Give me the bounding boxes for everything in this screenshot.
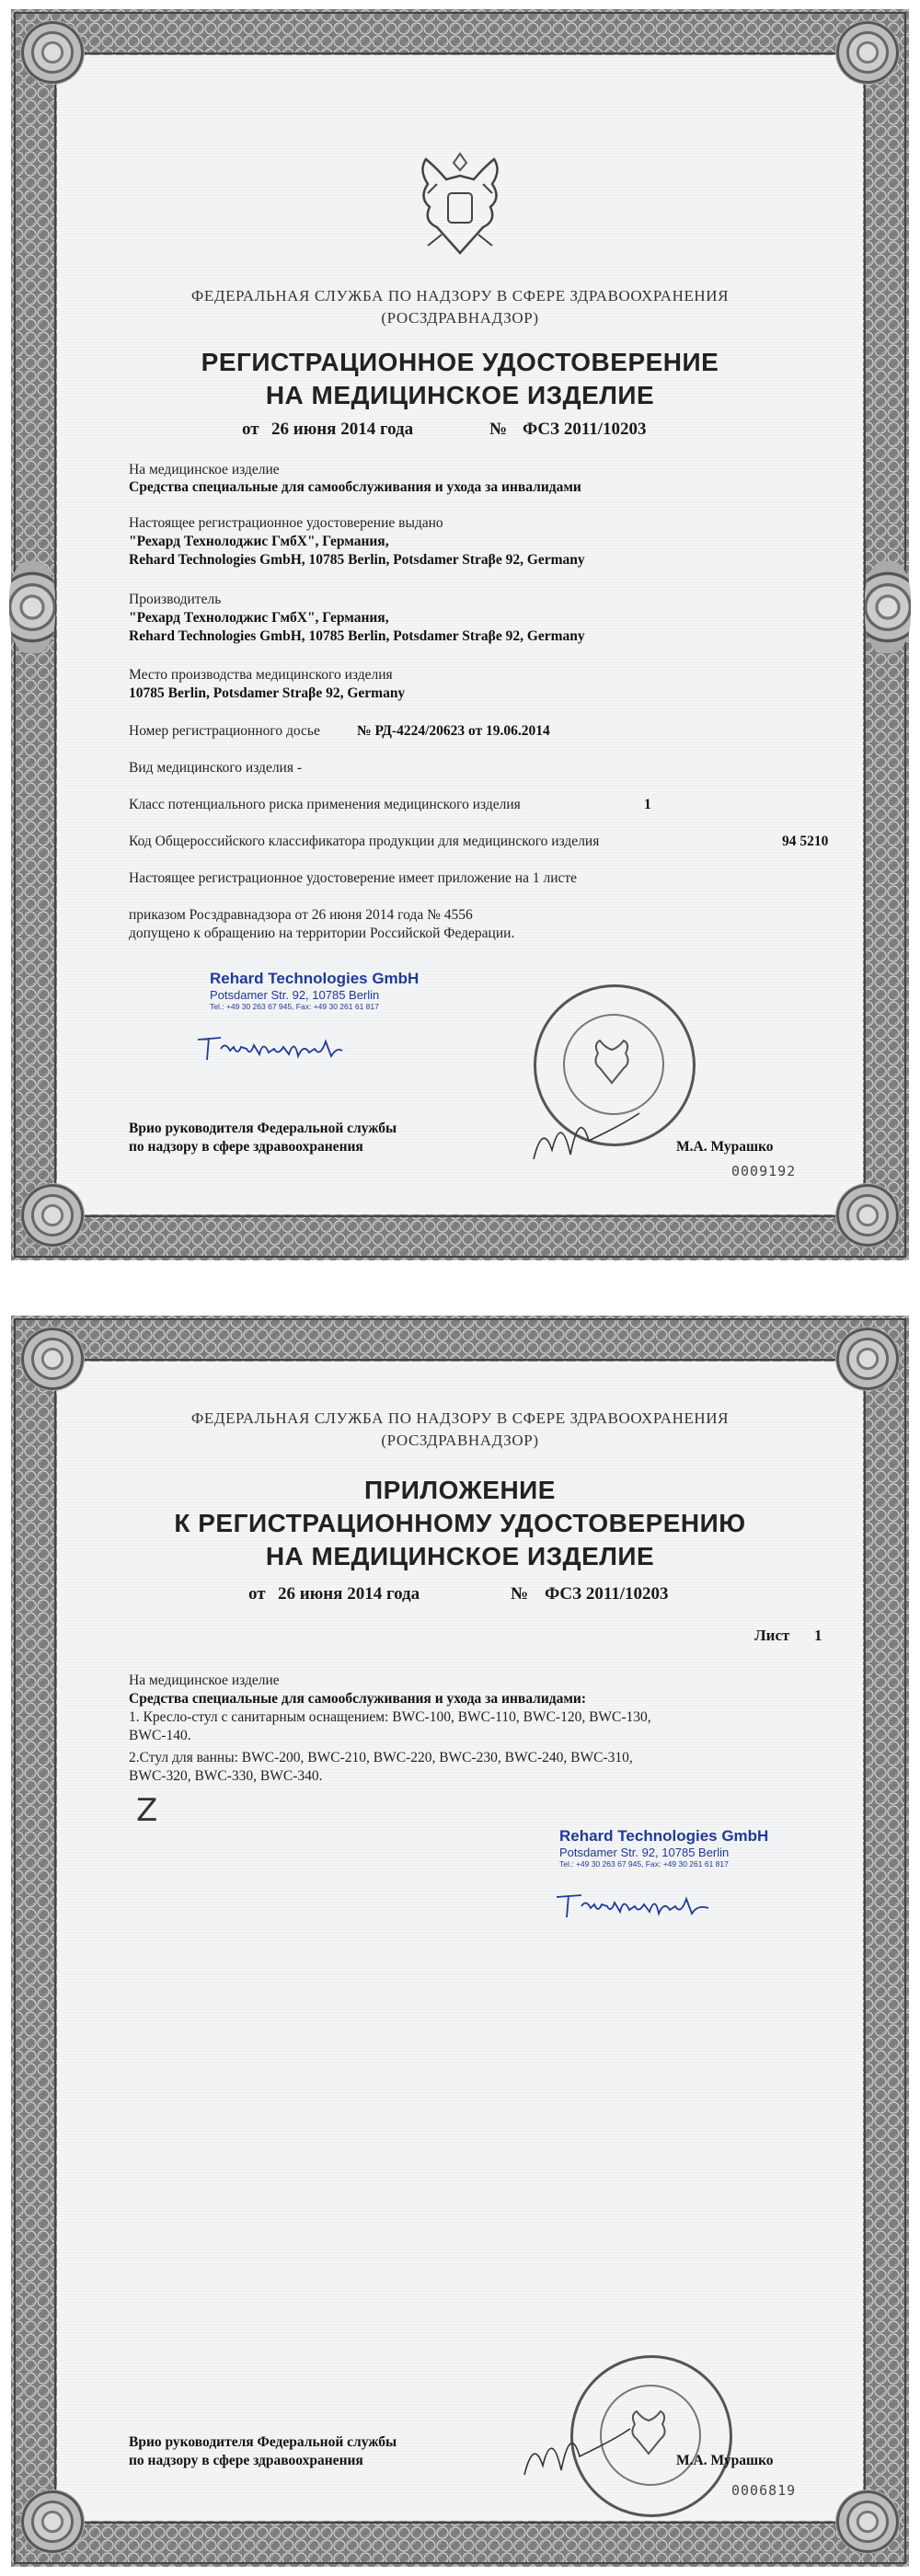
list-item: BWC-320, BWC-330, BWC-340. — [129, 1768, 323, 1784]
certificate-page — [0, 0, 920, 1270]
device-label: На медицинское изделие — [129, 1673, 280, 1688]
stamp-phone: Tel.: +49 30 263 67 945, Fax: +49 30 261 61 817 — [559, 1859, 729, 1869]
device-label: На медицинское изделие — [129, 462, 280, 477]
agency-abbr: (РОСЗДРАВНАДЗОР) — [381, 309, 539, 327]
issued-label: Настоящее регистрационное удостоверение выдано — [129, 515, 443, 531]
list-item: 1. Кресло-стул с санитарным оснащением: BWC-100, BWC-110, BWC-120, BWC-130, — [129, 1709, 651, 1725]
corner-rosette — [835, 20, 900, 85]
corner-rosette — [20, 20, 85, 85]
certificate-number-prefix: № — [511, 1584, 529, 1604]
corner-rosette — [20, 1183, 85, 1248]
official-signature — [515, 2420, 635, 2484]
serial-number: 0009192 — [731, 1163, 797, 1179]
certificate-number: ФСЗ 2011/10203 — [523, 420, 647, 439]
signer-title: Врио руководителя Федеральной службы — [129, 2434, 397, 2450]
page-title: НА МЕДИЦИНСКОЕ ИЗДЕЛИЕ — [265, 1542, 655, 1570]
dossier-value: № РД-4224/20623 от 19.06.2014 — [357, 723, 550, 739]
certificate-number: ФСЗ 2011/10203 — [545, 1584, 669, 1604]
stamp-company: Rehard Technologies GmbH — [210, 970, 420, 987]
signer-name: М.А. Мурашко — [676, 2453, 774, 2468]
corner-rosette — [20, 1327, 85, 1391]
issued-line: Rehard Technologies GmbH, 10785 Berlin, Potsdamer Straβe 92, Germany — [129, 552, 585, 568]
production-label: Место производства медицинского изделия — [129, 667, 393, 683]
page-title: РЕГИСТРАЦИОННОЕ УДОСТОВЕРЕНИЕ — [201, 348, 719, 376]
side-rosette — [865, 561, 911, 653]
serial-number: 0006819 — [731, 2482, 797, 2499]
list-item: BWC-140. — [129, 1728, 191, 1743]
corner-rosette — [835, 1183, 900, 1248]
coat-of-arms-icon — [409, 143, 511, 271]
agency-name: ФЕДЕРАЛЬНАЯ СЛУЖБА ПО НАДЗОРУ В СФЕРЕ ЗДРАВООХРАНЕНИЯ — [190, 287, 730, 305]
manufacturer-label: Производитель — [129, 592, 222, 607]
okp-label: Код Общероссийского классификатора продукции для медицинского изделия — [129, 834, 600, 849]
signer-title: по надзору в сфере здравоохранения — [129, 1139, 363, 1155]
appendix-note: Настоящее регистрационное удостоверение имеет приложение на 1 листе — [129, 870, 578, 886]
issued-line: "Рехард Технолоджис ГмбХ", Германия, — [129, 534, 389, 549]
issue-date: 26 июня 2014 года — [278, 1584, 420, 1604]
dossier-label: Номер регистрационного досье — [129, 723, 320, 739]
stamp-address: Potsdamer Str. 92, 10785 Berlin — [559, 1846, 730, 1859]
issue-date: 26 июня 2014 года — [271, 420, 414, 439]
sheet-label: Лист — [754, 1627, 790, 1644]
manufacturer-line: Rehard Technologies GmbH, 10785 Berlin, Potsdamer Straβe 92, Germany — [129, 628, 585, 644]
okp-value: 94 5210 — [782, 834, 829, 849]
agency-abbr: (РОСЗДРАВНАДЗОР) — [381, 1432, 539, 1449]
page-title: НА МЕДИЦИНСКОЕ ИЗДЕЛИЕ — [265, 381, 655, 409]
corner-rosette — [20, 2490, 85, 2554]
production-line: 10785 Berlin, Potsdamer Straβe 92, Germany — [129, 685, 406, 701]
signer-name: М.А. Мурашко — [676, 1139, 774, 1155]
z-mark: Z — [136, 1792, 158, 1829]
corner-rosette — [835, 2490, 900, 2554]
seal-emblem-icon — [589, 1035, 635, 1090]
order-line: приказом Росздравнадзора от 26 июня 2014 года № 4556 — [129, 907, 473, 923]
device-name: Средства специальные для самообслуживания и ухода за инвалидами — [129, 479, 581, 495]
stamp-phone: Tel.: +49 30 263 67 945, Fax: +49 30 261 61 817 — [210, 1002, 379, 1011]
corner-rosette — [835, 1327, 900, 1391]
device-type-label: Вид медицинского изделия - — [129, 760, 303, 776]
manufacturer-line: "Рехард Технолоджис ГмбХ", Германия, — [129, 610, 389, 626]
signer-title: Врио руководителя Федеральной службы — [129, 1121, 397, 1136]
company-stamp — [559, 1827, 768, 1869]
agency-name: ФЕДЕРАЛЬНАЯ СЛУЖБА ПО НАДЗОРУ В СФЕРЕ ЗДРАВООХРАНЕНИЯ — [190, 1409, 730, 1427]
issue-date-prefix: от — [248, 1584, 266, 1604]
order-line: допущено к обращению на территории Российской Федерации. — [129, 926, 515, 941]
stamp-company: Rehard Technologies GmbH — [559, 1827, 769, 1845]
page-title: К РЕГИСТРАЦИОННОМУ УДОСТОВЕРЕНИЮ — [174, 1509, 746, 1537]
issue-date-prefix: от — [242, 420, 259, 439]
device-name: Средства специальные для самообслуживания и ухода за инвалидами: — [129, 1691, 587, 1707]
company-stamp — [210, 970, 419, 1011]
stamp-address: Potsdamer Str. 92, 10785 Berlin — [210, 988, 380, 1002]
handwritten-signature — [193, 1029, 350, 1065]
appendix-page — [0, 1306, 920, 2576]
certificate-number-prefix: № — [489, 420, 508, 439]
side-rosette — [9, 561, 55, 653]
risk-class-label: Класс потенциального риска применения медицинского изделия — [129, 797, 521, 812]
page-title: ПРИЛОЖЕНИЕ — [364, 1476, 556, 1504]
signer-title: по надзору в сфере здравоохранения — [129, 2453, 363, 2468]
risk-class-value: 1 — [644, 797, 651, 812]
handwritten-signature — [552, 1886, 718, 1923]
official-signature — [524, 1104, 644, 1168]
sheet-number: 1 — [814, 1627, 822, 1644]
list-item: 2.Стул для ванны: BWC-200, BWC-210, BWC-220, BWC-230, BWC-240, BWC-310, — [129, 1750, 633, 1765]
